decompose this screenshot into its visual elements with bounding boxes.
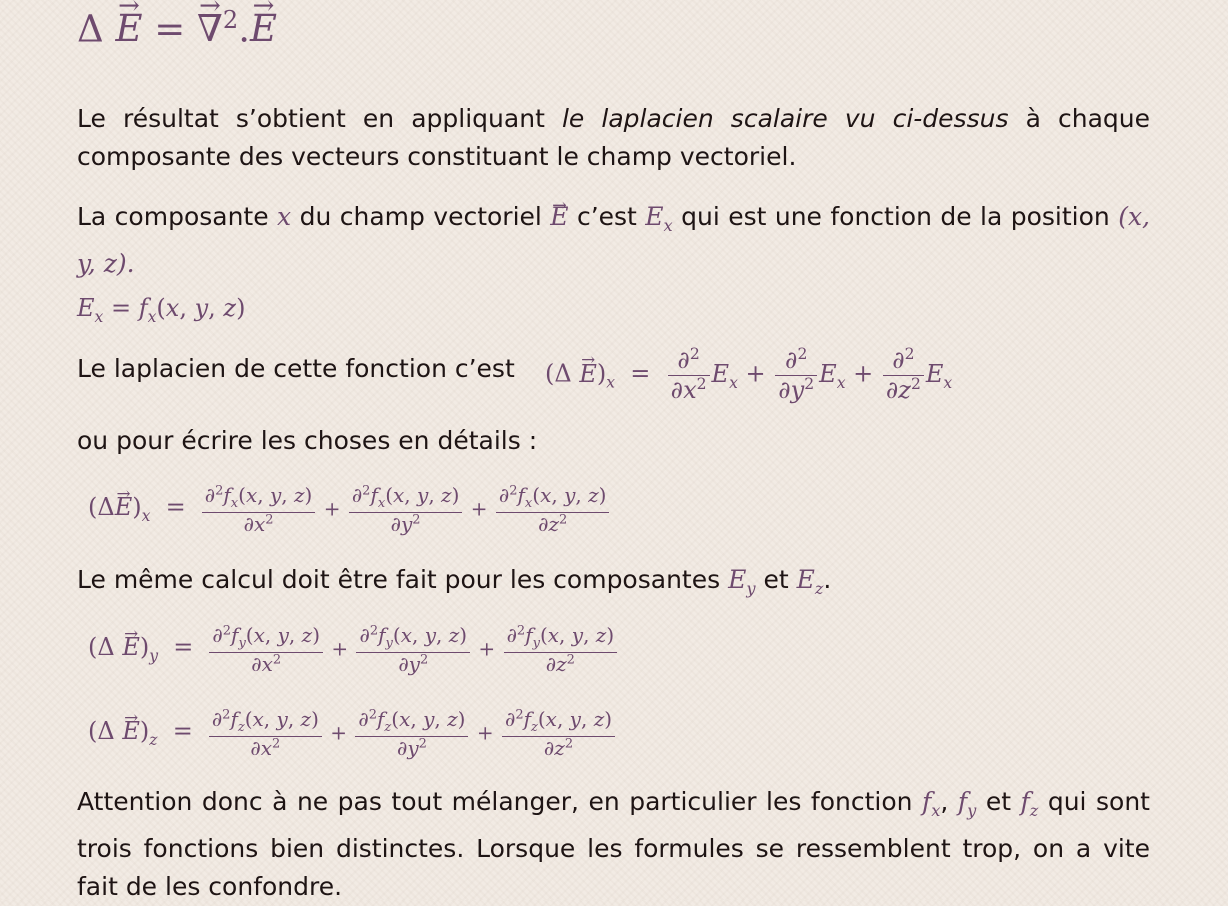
paragraph-other-components: Le même calcul doit être fait pour les composantes $E_y$ et $E_z$.: [77, 565, 832, 598]
detail-z-equation: $(\Delta \to E)_z$ = $\frac{\partial^2f_z(x, y, z)}{\partial x^2}$ + $\frac{\partial^2f_z(x, y, z)}{\partial y^2}$ + $\frac{\partial^2f_z(x, y, z)}{\partial z^2}$: [88, 708, 617, 760]
laplacian-paragraph: [77, 346, 1150, 406]
paragraph-intro: Le résultat s’obtient en appliquant le laplacien scalaire vu ci-dessus à chaque composante des vecteurs constituant le champ vectoriel.: [77, 104, 1150, 171]
laplacian-intro-text: Le laplacien de cette fonction c’est: [77, 354, 515, 383]
paragraph-component: La composante x du champ vectoriel → E c’est $E_x$ qui est une fonction de la position (x, y, z).: [77, 198, 1150, 283]
paragraph-warning: Attention donc à ne pas tout mélanger, en particulier les fonction $f_x$, $f_y$ et $f_z$ qui sont trois fonctions bien distinctes. Lorsque les formules se ressemblent trop, on a vite fait de les confondre.: [77, 787, 1150, 901]
emphasis-text: le laplacien scalaire vu ci-dessus: [561, 104, 1009, 133]
vector-laplacian-definition: Δ → E = → ∇$^2$.→ E: [77, 6, 277, 50]
detail-x-equation: $(\Delta\to E)_x$ = $\frac{\partial^2f_x(x, y, z)}{\partial x^2}$ + $\frac{\partial^2f_x(x, y, z)}{\partial y^2}$ + $\frac{\partial^2f_x(x, y, z)}{\partial z^2}$: [88, 484, 611, 536]
laplacian-x-equation: $(\Delta \to E)_x$ = $\frac{\partial^2}{\partial x^2}$ $E_x$ + $\frac{\partial^2}{\partial y^2}$ $E_x$ + $\frac{\partial^2}{\partial z^2}$ $E_x$: [545, 346, 952, 404]
paragraph-detail-intro: ou pour écrire les choses en détails :: [77, 426, 538, 455]
detail-y-equation: $(\Delta \to E)_y$ = $\frac{\partial^2f_y(x, y, z)}{\partial x^2}$ + $\frac{\partial^2f_y(x, y, z)}{\partial y^2}$ + $\frac{\partial^2f_y(x, y, z)}{\partial z^2}$: [88, 624, 619, 676]
function-list: $f_x$: [921, 787, 941, 820]
component-function-equation: $E_x = f_x(x$, y, z): [77, 294, 246, 326]
